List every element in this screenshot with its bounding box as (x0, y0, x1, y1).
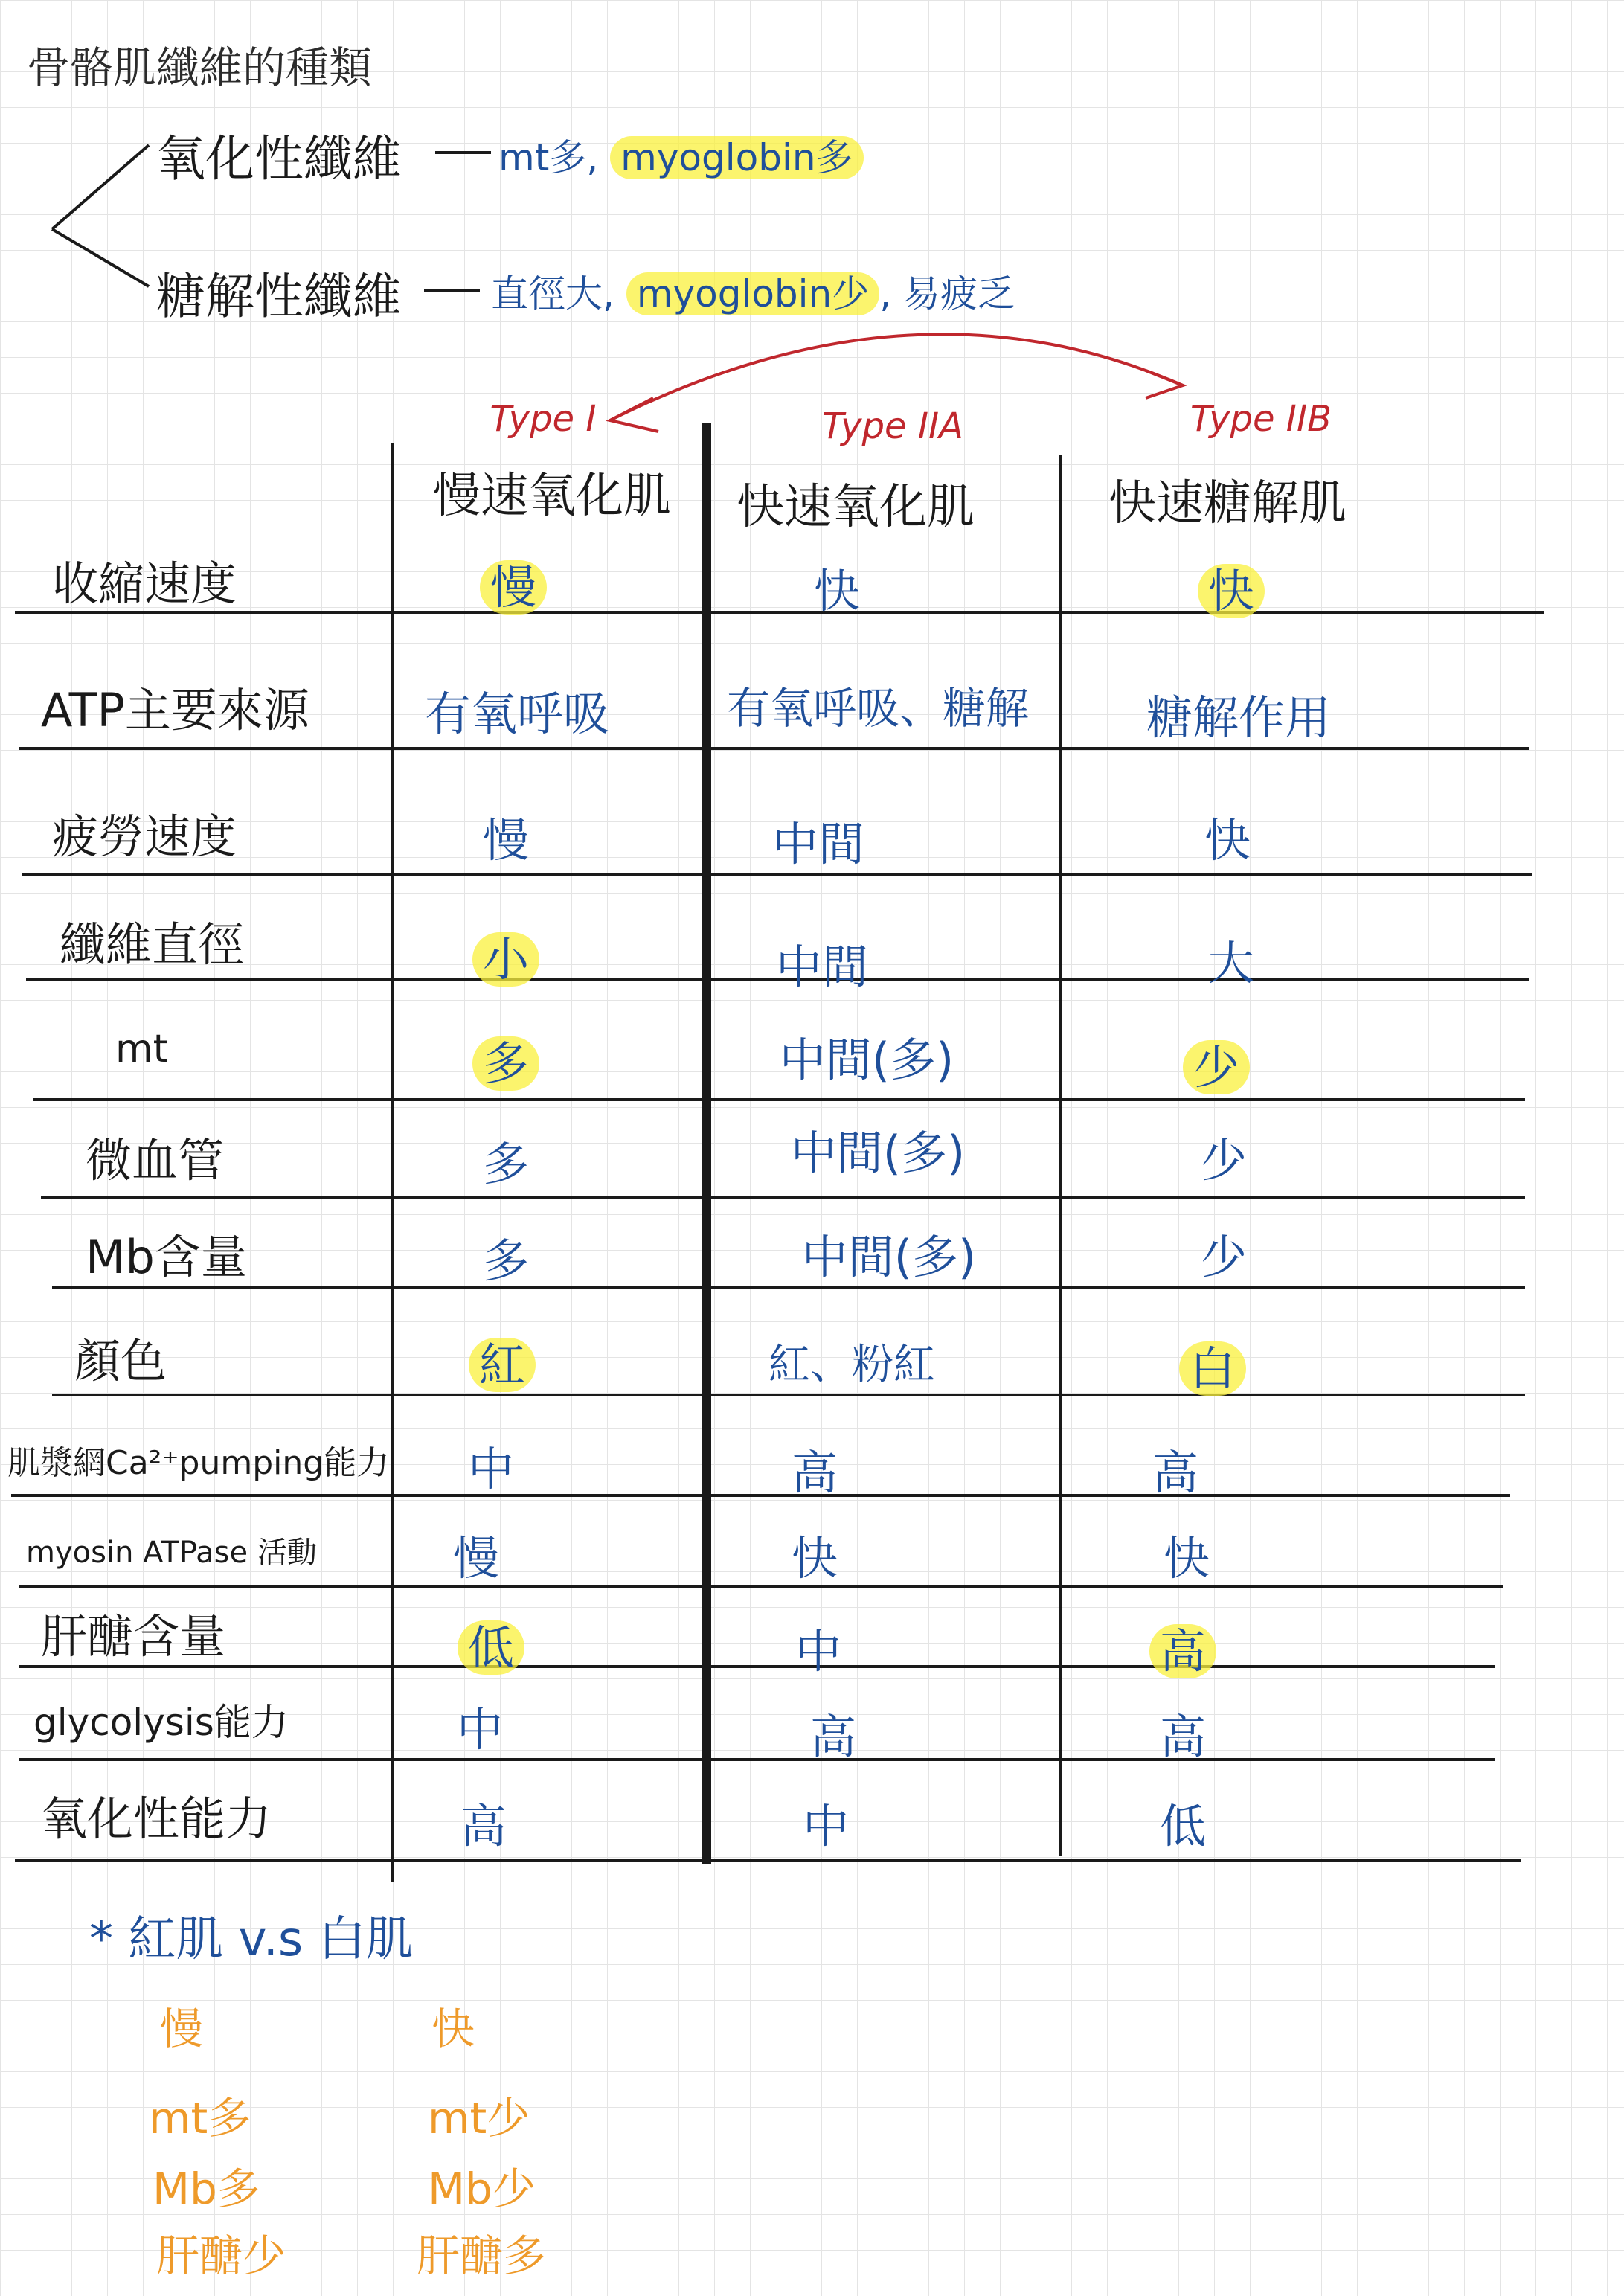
table-cell: 少 (1200, 1230, 1248, 1284)
branch-desc-tail: , 易疲乏 (879, 272, 1015, 315)
column-header-fast-glycolytic: 快速糖解肌 (1108, 476, 1347, 531)
row-label: glycolysis能力 (33, 1701, 289, 1744)
comparison-heading: * 紅肌 v.s 白肌 (89, 1912, 414, 1967)
table-cell: 中間(多) (790, 1126, 966, 1180)
column-header-fast-oxidative: 快速氧化肌 (736, 480, 975, 535)
row-label: 肝醣含量 (41, 1609, 226, 1664)
row-label: 氧化性能力 (41, 1792, 272, 1846)
table-cell: 中 (467, 1442, 515, 1496)
row-label: Mb含量 (86, 1230, 247, 1284)
table-cell: 快 (1163, 1531, 1210, 1585)
table-cell: 高 (1152, 1446, 1199, 1500)
branch-line-upper (52, 145, 149, 229)
comparison-white-item: mt少 (428, 2093, 530, 2143)
table-cell: 中 (795, 1624, 842, 1678)
table-cell: 有氧呼吸 (424, 687, 610, 741)
branch-desc-plain: 直徑大, (491, 272, 614, 315)
branch-desc-highlight: myoglobin少 (626, 272, 879, 315)
table-cell: 高 (1149, 1614, 1216, 1681)
comparison-red-item: Mb多 (153, 2164, 260, 2214)
comparison-white-item: 快 (431, 2004, 475, 2054)
table-cell: 快 (813, 564, 861, 618)
table-cell: 有氧呼吸、糖解 (726, 683, 1030, 734)
column-header-slow-oxidative: 慢速氧化肌 (433, 469, 671, 524)
comparison-white-item: 肝醣多 (417, 2231, 547, 2281)
table-cell: 多 (472, 1027, 539, 1093)
table-cell: 少 (1200, 1133, 1248, 1187)
table-cell: 低 (1159, 1799, 1207, 1853)
row-label: 纖維直徑 (60, 917, 245, 972)
branch-desc-highlight: myoglobin多 (610, 136, 863, 179)
table-cell: 高 (791, 1446, 838, 1500)
table-cell: 高 (460, 1799, 507, 1853)
table-cell: 多 (482, 1137, 530, 1191)
table-cell: 中間 (775, 940, 869, 994)
comparison-white-item: Mb少 (428, 2164, 536, 2214)
branch-name-oxidative: 氧化性纖維 (156, 130, 402, 187)
table-cell: 慢 (482, 813, 530, 868)
table-cell: 中間(多) (779, 1033, 954, 1087)
type-label-2: Type IIA (822, 405, 963, 447)
table-cell: 紅、粉紅 (768, 1341, 935, 1389)
table-cell: 快 (1198, 554, 1265, 621)
comparison-red-item: 肝醣少 (156, 2231, 286, 2281)
table-cell: 高 (1159, 1710, 1207, 1764)
branch-desc-glycolytic (491, 264, 1015, 318)
table-cell: 白 (1179, 1332, 1246, 1398)
row-label: 肌漿網Ca²⁺pumping能力 (7, 1444, 390, 1482)
branch-desc-plain: mt多, (498, 136, 599, 179)
table-cell: 低 (458, 1611, 524, 1677)
table-cell: 小 (472, 923, 539, 989)
row-label: ATP主要來源 (41, 683, 309, 737)
table-cell: 慢 (452, 1531, 500, 1585)
type-arrow-head-left (610, 398, 658, 432)
comparison-red-item: 慢 (160, 2004, 204, 2054)
branch-line-lower (52, 229, 149, 286)
type-label-3: Type IIB (1190, 398, 1332, 440)
table-cell: 多 (482, 1234, 530, 1288)
type-label-1: Type I (490, 398, 597, 440)
table-cell: 快 (791, 1531, 838, 1585)
row-label: myosin ATPase 活動 (26, 1536, 317, 1570)
table-cell: 中間(多) (801, 1230, 977, 1284)
type-arrow-head-right (1146, 371, 1183, 398)
row-label: mt (115, 1027, 169, 1071)
row-label: 收縮速度 (52, 557, 237, 611)
table-cell: 中 (802, 1799, 850, 1853)
table-cell: 大 (1207, 936, 1255, 990)
branch-desc-oxidative (498, 128, 864, 182)
table-cell: 快 (1204, 813, 1251, 868)
table-cell: 中間 (771, 817, 865, 871)
branch-name-glycolytic: 糖解性纖維 (156, 268, 402, 325)
row-label: 疲勞速度 (52, 809, 237, 864)
table-cell: 紅 (469, 1328, 536, 1394)
table-cell: 慢 (480, 551, 547, 617)
table-cell: 高 (809, 1710, 857, 1764)
table-cell: 中 (456, 1702, 504, 1757)
page-title: 骨骼肌纖維的種類 (27, 42, 373, 93)
row-label: 顏色 (74, 1334, 167, 1388)
row-label: 微血管 (86, 1133, 225, 1187)
table-cell: 糖解作用 (1146, 690, 1332, 745)
table-cell: 少 (1183, 1030, 1250, 1097)
comparison-red-item: mt多 (149, 2093, 251, 2143)
